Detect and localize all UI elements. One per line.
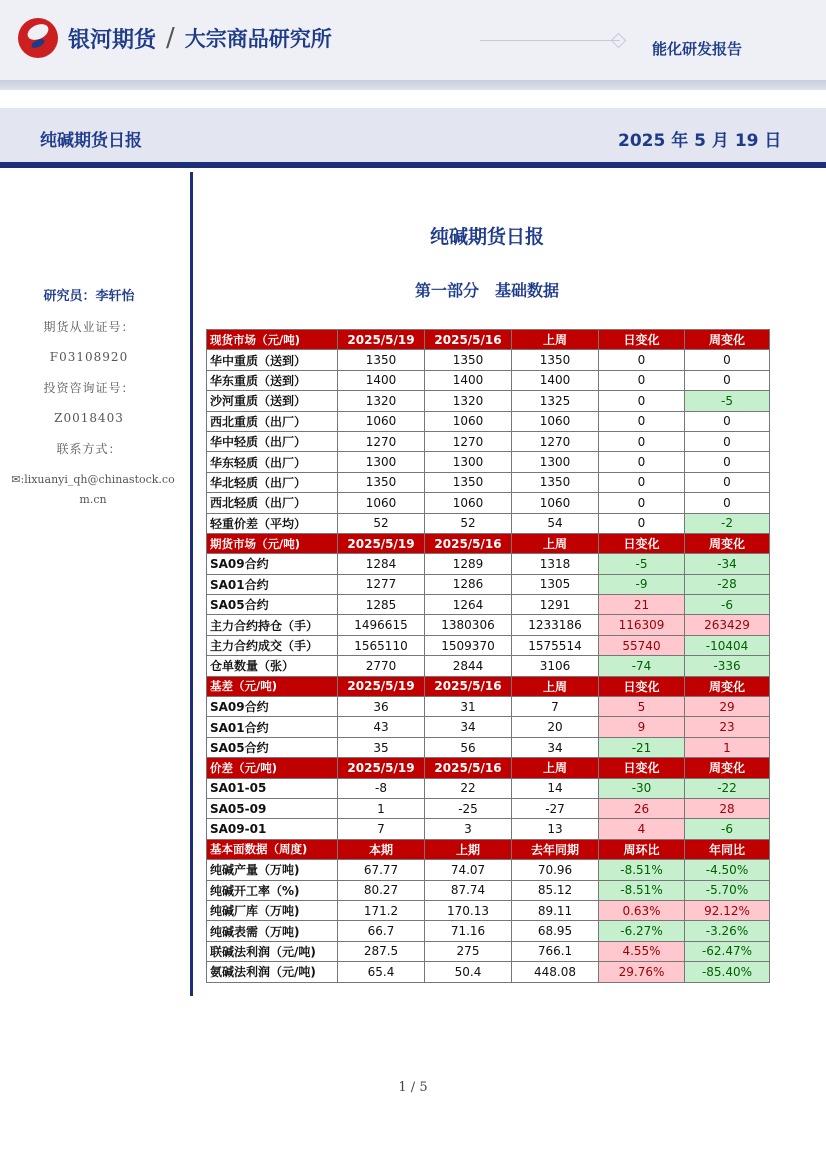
column-header: 日变化	[599, 533, 685, 553]
email-text[interactable]: :lixuanyi_qh@chinastock.com.cn	[20, 473, 175, 506]
table-cell: 4	[599, 819, 685, 839]
table-row	[207, 472, 770, 492]
table-cell: 1060	[425, 411, 512, 431]
table-cell: -5	[599, 554, 685, 574]
column-header: 2025/5/16	[425, 330, 512, 350]
column-header: 2025/5/16	[425, 533, 512, 553]
row-label: 纯碱开工率（%)	[207, 880, 338, 900]
table-cell: 21	[599, 595, 685, 615]
row-label: SA09合约	[207, 697, 338, 717]
table-cell: -6.27%	[599, 921, 685, 941]
table-cell: 65.4	[338, 962, 425, 982]
table-cell: 1277	[338, 574, 425, 594]
table-cell: 66.7	[338, 921, 425, 941]
license-number: F03108920	[49, 350, 129, 364]
table-cell: 1400	[512, 370, 599, 390]
table-cell: 50.4	[425, 962, 512, 982]
table-cell: 116309	[599, 615, 685, 635]
section-header-row	[207, 330, 770, 350]
table-cell: 55740	[599, 635, 685, 655]
researcher-name: 研究员：李轩怡	[43, 289, 135, 304]
report-type: 能化研发报告	[652, 40, 743, 58]
band-title: 纯碱期货日报	[40, 131, 142, 151]
column-header: 周变化	[685, 533, 770, 553]
table-cell: 0	[599, 370, 685, 390]
table-cell: 89.11	[512, 900, 599, 920]
table-row	[207, 595, 770, 615]
row-label: 纯碱产量（万吨)	[207, 860, 338, 880]
column-header: 上周	[512, 676, 599, 696]
table-cell: 0	[685, 452, 770, 472]
decorative-line	[480, 40, 620, 41]
table-cell: 92.12%	[685, 900, 770, 920]
table-row	[207, 737, 770, 757]
table-cell: -8.51%	[599, 860, 685, 880]
column-header: 日变化	[599, 758, 685, 778]
section-header-row	[207, 758, 770, 778]
table-cell: -8.51%	[599, 880, 685, 900]
table-cell: 0	[685, 350, 770, 370]
section-header-row	[207, 533, 770, 553]
table-cell: 36	[338, 697, 425, 717]
table-cell: 35	[338, 737, 425, 757]
table-row	[207, 411, 770, 431]
row-label: SA01-05	[207, 778, 338, 798]
table-row	[207, 798, 770, 818]
table-cell: 1350	[425, 350, 512, 370]
row-label: SA01合约	[207, 574, 338, 594]
column-header: 上周	[512, 758, 599, 778]
table-cell: 7	[512, 697, 599, 717]
table-cell: -2	[685, 513, 770, 533]
table-cell: 43	[338, 717, 425, 737]
table-cell: 1350	[512, 350, 599, 370]
column-header: 去年同期	[512, 839, 599, 859]
table-cell: 52	[338, 513, 425, 533]
row-label: 轻重价差（平均）	[207, 513, 338, 533]
table-cell: 74.07	[425, 860, 512, 880]
table-cell: 56	[425, 737, 512, 757]
table-cell: 1350	[425, 472, 512, 492]
table-cell: 2844	[425, 656, 512, 676]
consult-label: 投资咨询证号：	[43, 381, 135, 395]
report-date: 2025 年 5 月 19 日	[618, 131, 782, 151]
table-cell: -62.47%	[685, 941, 770, 961]
table-row	[207, 635, 770, 655]
table-cell: 31	[425, 697, 512, 717]
table-cell: 23	[685, 717, 770, 737]
table-cell: 0	[685, 472, 770, 492]
table-cell: 3	[425, 819, 512, 839]
title-stripe	[0, 162, 826, 168]
section-header-label: 期货市场（元/吨)	[207, 533, 338, 553]
table-row	[207, 370, 770, 390]
table-cell: 29.76%	[599, 962, 685, 982]
column-header: 年同比	[685, 839, 770, 859]
table-cell: -25	[425, 798, 512, 818]
table-cell: 1325	[512, 391, 599, 411]
table-cell: 171.2	[338, 900, 425, 920]
table-cell: 1300	[425, 452, 512, 472]
table-cell: 1060	[425, 493, 512, 513]
row-label: 氨碱法利润（元/吨)	[207, 962, 338, 982]
table-cell: -4.50%	[685, 860, 770, 880]
table-cell: 26	[599, 798, 685, 818]
table-cell: 0	[685, 411, 770, 431]
table-cell: 71.16	[425, 921, 512, 941]
table-cell: 9	[599, 717, 685, 737]
section-header-row	[207, 839, 770, 859]
table-cell: 1060	[338, 493, 425, 513]
row-label: 华东重质（送到）	[207, 370, 338, 390]
table-cell: 5	[599, 697, 685, 717]
table-cell: -27	[512, 798, 599, 818]
table-cell: 1320	[338, 391, 425, 411]
table-cell: 1305	[512, 574, 599, 594]
table-cell: 1291	[512, 595, 599, 615]
row-label: 仓单数量（张）	[207, 656, 338, 676]
section-header-label: 价差（元/吨)	[207, 758, 338, 778]
column-header: 周变化	[685, 758, 770, 778]
company-name: 银河期货	[68, 27, 157, 53]
table-cell: 1575514	[512, 635, 599, 655]
sidebar-divider	[190, 172, 193, 996]
table-cell: 1286	[425, 574, 512, 594]
table-cell: 263429	[685, 615, 770, 635]
table-cell: -5	[685, 391, 770, 411]
table-cell: 1496615	[338, 615, 425, 635]
row-label: 纯碱表需（万吨)	[207, 921, 338, 941]
row-label: SA05合约	[207, 595, 338, 615]
table-row	[207, 431, 770, 451]
table-cell: -74	[599, 656, 685, 676]
row-label: 沙河重质（送到）	[207, 391, 338, 411]
column-header: 2025/5/16	[425, 676, 512, 696]
table-cell: 1285	[338, 595, 425, 615]
table-cell: 448.08	[512, 962, 599, 982]
column-header: 周变化	[685, 676, 770, 696]
table-cell: -6	[685, 819, 770, 839]
table-cell: 0	[599, 431, 685, 451]
table-row	[207, 574, 770, 594]
email-address[interactable]	[0, 470, 178, 510]
row-label: 西北重质（出厂）	[207, 411, 338, 431]
table-cell: 0	[685, 431, 770, 451]
table-row	[207, 921, 770, 941]
table-row	[207, 778, 770, 798]
table-cell: 1270	[512, 431, 599, 451]
table-cell: -3.26%	[685, 921, 770, 941]
data-table	[206, 329, 770, 983]
table-cell: 1289	[425, 554, 512, 574]
table-cell: -21	[599, 737, 685, 757]
consult-number: Z0018403	[54, 411, 124, 425]
table-cell: -10404	[685, 635, 770, 655]
table-cell: 1270	[425, 431, 512, 451]
table-cell: 20	[512, 717, 599, 737]
logo-separator: /	[166, 23, 175, 53]
sidebar	[0, 285, 178, 510]
column-header: 上期	[425, 839, 512, 859]
table-cell: 29	[685, 697, 770, 717]
contact-label: 联系方式：	[56, 442, 122, 456]
table-cell: 1060	[338, 411, 425, 431]
table-cell: 68.95	[512, 921, 599, 941]
table-cell: -85.40%	[685, 962, 770, 982]
row-label: 联碱法利润（元/吨)	[207, 941, 338, 961]
table-cell: 1284	[338, 554, 425, 574]
table-row	[207, 554, 770, 574]
table-cell: 52	[425, 513, 512, 533]
section-title: 第一部分 基础数据	[414, 281, 559, 300]
section-header-row	[207, 676, 770, 696]
row-label: 华中重质（送到）	[207, 350, 338, 370]
row-label: 华北轻质（出厂）	[207, 472, 338, 492]
table-cell: 1318	[512, 554, 599, 574]
table-row	[207, 697, 770, 717]
row-label: 主力合约成交（手）	[207, 635, 338, 655]
table-cell: 0	[599, 452, 685, 472]
row-label: 主力合约持仓（手）	[207, 615, 338, 635]
table-cell: 1509370	[425, 635, 512, 655]
table-cell: 1400	[425, 370, 512, 390]
table-cell: -8	[338, 778, 425, 798]
table-cell: 3106	[512, 656, 599, 676]
column-header: 日变化	[599, 676, 685, 696]
table-cell: 1400	[338, 370, 425, 390]
row-label: SA05-09	[207, 798, 338, 818]
table-cell: 275	[425, 941, 512, 961]
table-cell: -22	[685, 778, 770, 798]
row-label: SA09-01	[207, 819, 338, 839]
table-cell: 1264	[425, 595, 512, 615]
section-header-label: 基差（元/吨)	[207, 676, 338, 696]
table-cell: -34	[685, 554, 770, 574]
table-cell: 1350	[512, 472, 599, 492]
table-row	[207, 350, 770, 370]
column-header: 2025/5/19	[338, 533, 425, 553]
column-header: 2025/5/19	[338, 758, 425, 778]
row-label: SA05合约	[207, 737, 338, 757]
row-label: 华东轻质（出厂）	[207, 452, 338, 472]
table-cell: 0	[685, 493, 770, 513]
table-cell: 67.77	[338, 860, 425, 880]
table-row	[207, 860, 770, 880]
table-cell: 1	[685, 737, 770, 757]
table-cell: 70.96	[512, 860, 599, 880]
table-row	[207, 717, 770, 737]
institute-name: 大宗商品研究所	[184, 27, 332, 51]
row-label: 华中轻质（出厂）	[207, 431, 338, 451]
data-table-body	[207, 330, 770, 983]
table-cell: 1300	[512, 452, 599, 472]
column-header: 2025/5/19	[338, 330, 425, 350]
table-cell: 1060	[512, 493, 599, 513]
column-header: 2025/5/19	[338, 676, 425, 696]
table-cell: 22	[425, 778, 512, 798]
row-label: 西北轻质（出厂）	[207, 493, 338, 513]
table-cell: 1320	[425, 391, 512, 411]
table-row	[207, 880, 770, 900]
envelope-icon: ✉	[11, 473, 21, 486]
table-cell: 170.13	[425, 900, 512, 920]
column-header: 上周	[512, 330, 599, 350]
table-cell: 1233186	[512, 615, 599, 635]
table-cell: 1350	[338, 472, 425, 492]
table-cell: 1060	[512, 411, 599, 431]
table-cell: -9	[599, 574, 685, 594]
table-cell: 0	[599, 411, 685, 431]
table-cell: 1300	[338, 452, 425, 472]
table-cell: 54	[512, 513, 599, 533]
table-cell: 2770	[338, 656, 425, 676]
table-row	[207, 513, 770, 533]
column-header: 2025/5/16	[425, 758, 512, 778]
table-cell: 80.27	[338, 880, 425, 900]
section-header-label: 基本面数据（周度)	[207, 839, 338, 859]
header-stripe	[0, 80, 826, 90]
table-cell: 0	[685, 370, 770, 390]
main-title: 纯碱期货日报	[429, 226, 544, 248]
table-cell: 87.74	[425, 880, 512, 900]
table-cell: 0.63%	[599, 900, 685, 920]
table-cell: 1	[338, 798, 425, 818]
table-row	[207, 656, 770, 676]
table-cell: -30	[599, 778, 685, 798]
table-cell: 766.1	[512, 941, 599, 961]
table-row	[207, 962, 770, 982]
table-cell: 34	[512, 737, 599, 757]
column-header: 本期	[338, 839, 425, 859]
table-cell: 1565110	[338, 635, 425, 655]
table-cell: 287.5	[338, 941, 425, 961]
table-cell: -6	[685, 595, 770, 615]
row-label: SA01合约	[207, 717, 338, 737]
table-row	[207, 452, 770, 472]
table-row	[207, 493, 770, 513]
galaxy-logo-icon	[18, 18, 58, 58]
table-cell: 34	[425, 717, 512, 737]
table-cell: 1270	[338, 431, 425, 451]
table-cell: 0	[599, 513, 685, 533]
table-cell: 0	[599, 472, 685, 492]
row-label: SA09合约	[207, 554, 338, 574]
table-cell: -5.70%	[685, 880, 770, 900]
table-row	[207, 391, 770, 411]
column-header: 上周	[512, 533, 599, 553]
table-cell: 85.12	[512, 880, 599, 900]
table-cell: 0	[599, 350, 685, 370]
column-header: 日变化	[599, 330, 685, 350]
column-header: 周环比	[599, 839, 685, 859]
table-row	[207, 819, 770, 839]
table-cell: 0	[599, 391, 685, 411]
row-label: 纯碱厂库（万吨)	[207, 900, 338, 920]
table-cell: 0	[599, 493, 685, 513]
table-cell: 1350	[338, 350, 425, 370]
table-cell: 14	[512, 778, 599, 798]
table-row	[207, 900, 770, 920]
table-cell: 4.55%	[599, 941, 685, 961]
column-header: 周变化	[685, 330, 770, 350]
table-cell: 28	[685, 798, 770, 818]
table-cell: 7	[338, 819, 425, 839]
table-cell: 13	[512, 819, 599, 839]
section-header-label: 现货市场（元/吨)	[207, 330, 338, 350]
table-cell: -336	[685, 656, 770, 676]
license-label: 期货从业证号：	[43, 320, 135, 334]
table-cell: 1380306	[425, 615, 512, 635]
table-row	[207, 615, 770, 635]
company-logo	[18, 18, 332, 58]
table-cell: -28	[685, 574, 770, 594]
page-number: 1 / 5	[398, 1080, 428, 1095]
table-row	[207, 941, 770, 961]
